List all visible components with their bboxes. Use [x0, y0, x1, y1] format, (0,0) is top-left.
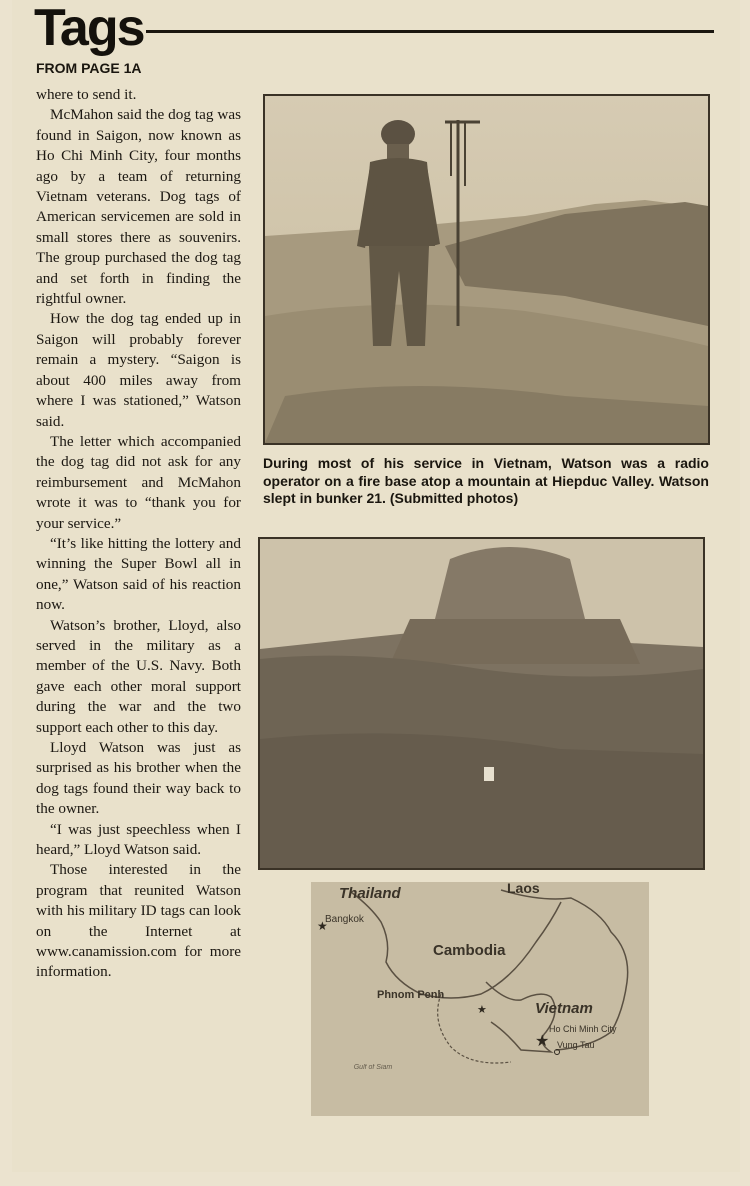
article-paragraph: Lloyd Watson was just as surprised as his brother when the dog tags found their way back to the owner. [36, 739, 241, 818]
photo-soldier-radio-operator [263, 94, 710, 445]
map-label-laos: Laos [507, 882, 540, 896]
article-paragraph: McMahon said the dog tag was found in Saigon, now known as Ho Chi Minh City, four months ago by a team of returning Vietnam veterans. Dog tags of American servicemen are sold in small stores there as souvenirs. The group purchased the dog tag and set forth in finding the rightful owner. [36, 106, 241, 308]
article-body [36, 85, 241, 983]
headline-rule [146, 30, 714, 33]
continued-from-label: FROM PAGE 1A [36, 60, 142, 76]
map-southeast-asia [311, 882, 649, 1116]
article-paragraph: “It’s like hitting the lottery and winning the Super Bowl all in one,” Watson said of his reaction now. [36, 534, 241, 614]
map-label-hcmc: Ho Chi Minh City [549, 1024, 617, 1034]
map-label-vung-tau: Vung Tau [557, 1040, 595, 1050]
article-paragraph: How the dog tag ended up in Saigon will probably forever remain a mystery. “Saigon is about 400 miles away from where I was stationed,” Watson said. [36, 310, 241, 430]
map-label-bangkok: Bangkok [325, 914, 364, 925]
headline: Tags [34, 0, 144, 57]
article-paragraph: Those interested in the program that reunited Watson with his military ID tags can look on the Internet at www.canamission.com for more information. [36, 861, 241, 981]
map-label-gulf: Gulf of Siam [353, 1064, 393, 1071]
photo-soldier-illustration [265, 96, 708, 443]
article-paragraph: where to send it. [36, 86, 137, 103]
phnom-penh-marker: ★ [477, 1004, 487, 1016]
article-paragraph: Watson’s brother, Lloyd, also served in the military as a member of the U.S. Navy. Both gave each other moral support during the war and the two support each other to this day. [36, 616, 241, 736]
photo-caption: During most of his service in Vietnam, Watson was a radio operator on a fire base atop a mountain at Hiepduc Valley. Watson slept in bunker 21. (Submitted photos) [263, 455, 709, 506]
map-label-phnom-penh: Phnom Penh [377, 989, 445, 1001]
bangkok-marker: ★ [317, 919, 328, 933]
article-paragraph: “I was just speechless when I heard,” Lloyd Watson said. [36, 820, 241, 859]
hcmc-marker: ★ [535, 1033, 550, 1050]
map-label-thailand: Thailand [339, 885, 401, 902]
article-paragraph: The letter which accompanied the dog tag did not ask for any reimbursement and McMahon wrote it was to “thank you for your service.” [36, 432, 241, 532]
map-label-cambodia: Cambodia [433, 942, 506, 959]
photo-bunker [258, 537, 705, 870]
map-label-vietnam: Vietnam [535, 1000, 593, 1017]
photo-bunker-illustration [260, 539, 703, 868]
